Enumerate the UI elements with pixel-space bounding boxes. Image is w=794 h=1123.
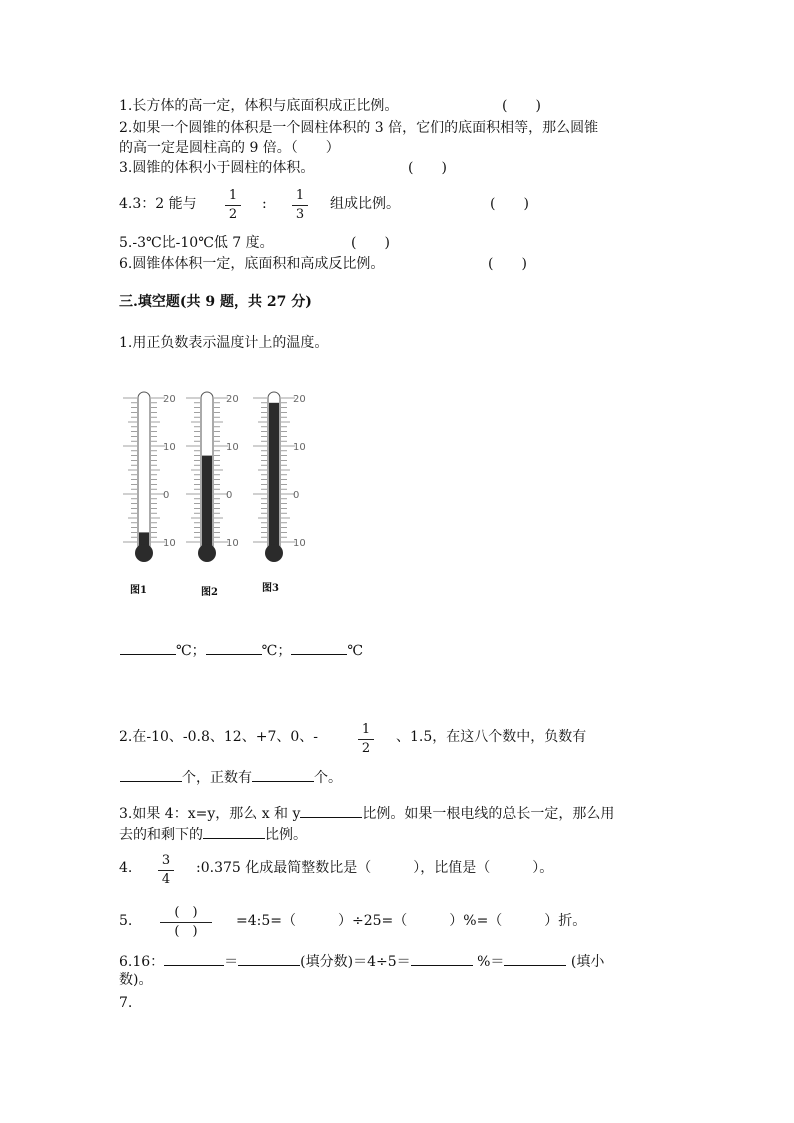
fill-q1-answers <box>120 640 363 661</box>
judge-q2-line1: 2.如果一个圆锥的体积是一个圆柱体积的 3 倍，它们的底面积相等，那么圆锥 <box>119 120 599 136</box>
fraction-numerator: 1 <box>292 188 308 206</box>
fill-q2-text-b: 个。 <box>314 770 342 786</box>
unit-label: ℃； <box>261 643 292 659</box>
scale-label: 10 <box>226 538 239 549</box>
judge-q1: 1.长方体的高一定，体积与底面积成正比例。 <box>119 98 399 114</box>
thermometer-tube <box>138 392 150 552</box>
fraction-denominator: 3 <box>295 207 305 222</box>
scale-label: 0 <box>293 490 300 501</box>
thermometer-bulb <box>265 544 283 562</box>
scale-label: 0 <box>163 490 170 501</box>
section-title: 三.填空题(共 9 题，共 27 分) <box>119 294 312 310</box>
fraction-denominator: 4 <box>161 872 171 887</box>
fill-q5-prefix: 5. <box>119 913 133 929</box>
answer-blank-q6-3[interactable] <box>411 951 473 966</box>
judge-q5: 5.-3℃比-10℃低 7 度。 <box>119 235 274 251</box>
fill-q3-text-b: 比例。如果一根电线的总长一定，那么用 <box>362 806 615 822</box>
judge-q4-fraction-2 <box>292 188 308 223</box>
unit-label: ℃ <box>347 643 364 659</box>
thermometer-bulb <box>135 544 153 562</box>
judge-q2-line2: 的高一定是圆柱高的 9 倍。（ ） <box>119 140 340 156</box>
fraction-numerator: 1 <box>358 722 374 740</box>
scale-label: 10 <box>163 538 176 549</box>
fraction-numerator: 1 <box>225 188 241 206</box>
fill-q2-prefix: 2.在-10、-0.8、12、+7、0、- <box>119 729 318 745</box>
fill-q6-text-a: 6.16： <box>119 954 165 970</box>
mercury-column <box>202 456 212 553</box>
figure-label-2: 图2 <box>201 587 218 598</box>
fill-q5-fraction <box>160 905 212 940</box>
fill-q3-text-d: 比例。 <box>265 827 307 843</box>
judge-q6: 6.圆锥体体积一定，底面积和高成反比例。 <box>119 256 385 272</box>
fill-q3-text-a: 3.如果 4：x=y，那么 x 和 y <box>119 806 301 822</box>
figure-label-3: 图3 <box>262 583 279 594</box>
fill-q6-text-b: ＝ <box>224 954 239 970</box>
judge-q4-answer-paren[interactable]: ( ) <box>490 196 529 212</box>
unit-label: ℃； <box>176 643 206 659</box>
fill-q4-text: :0.375 化成最简整数比是（ ），比值是（ ）。 <box>196 860 554 876</box>
scale-label: 20 <box>163 394 176 405</box>
fill-q6-line1 <box>119 951 604 972</box>
fill-q2-line2 <box>120 767 342 788</box>
fill-q2-suffix: 、1.5，在这八个数中，负数有 <box>396 729 587 745</box>
scale-label: 10 <box>163 442 176 453</box>
fill-q4-fraction <box>158 853 174 888</box>
scale-label: 0 <box>226 490 233 501</box>
scale-label: 10 <box>293 538 306 549</box>
judge-q1-answer-paren[interactable]: ( ) <box>502 98 541 114</box>
fill-q3-line2 <box>119 824 307 845</box>
answer-blank-positives[interactable] <box>252 767 314 782</box>
scale-label: 10 <box>293 442 306 453</box>
judge-q6-answer-paren[interactable]: ( ) <box>488 256 527 272</box>
fill-q6-text-e: (填小 <box>570 954 605 970</box>
fill-q1: 1.用正负数表示温度计上的温度。 <box>119 335 329 351</box>
fill-q4-prefix: 4. <box>119 860 133 876</box>
figure-label-1: 图1 <box>130 585 147 596</box>
fill-q3-line1 <box>119 803 614 824</box>
scale-label: 10 <box>226 442 239 453</box>
mercury-column <box>269 403 279 553</box>
judge-q3: 3.圆锥的体积小于圆柱的体积。 <box>119 160 315 176</box>
fill-q7: 7. <box>119 995 133 1011</box>
answer-blank-ratio-2[interactable] <box>203 824 265 839</box>
answer-blank-1[interactable] <box>120 640 176 655</box>
answer-blank-ratio-1[interactable] <box>300 803 362 818</box>
fill-q2-fraction <box>358 722 374 757</box>
judge-q3-answer-paren[interactable]: ( ) <box>408 160 447 176</box>
scale-label: 20 <box>293 394 306 405</box>
fill-q6-line2: 数)。 <box>119 972 153 988</box>
fraction-numerator[interactable]: ( ) <box>160 905 212 923</box>
answer-blank-q6-2[interactable] <box>238 951 300 966</box>
thermometer-bulb <box>198 544 216 562</box>
fraction-denominator: 2 <box>361 741 371 756</box>
answer-blank-negatives[interactable] <box>120 767 182 782</box>
fraction-denominator: 2 <box>228 207 238 222</box>
scale-label: 20 <box>226 394 239 405</box>
judge-q4-suffix: 组成比例。 <box>330 196 400 212</box>
answer-blank-q6-1[interactable] <box>164 951 224 966</box>
fraction-denominator[interactable]: ( ) <box>174 924 198 939</box>
fill-q2-text-a: 个，正数有 <box>182 770 252 786</box>
judge-q4-colon: : <box>262 196 267 212</box>
fill-q6-text-d: %＝ <box>477 954 505 970</box>
fill-q6-text-c: (填分数)＝4÷5＝ <box>300 954 411 970</box>
fill-q5-text: =4:5=（ ）÷25=（ ）%=（ ）折。 <box>236 913 587 929</box>
answer-blank-q6-4[interactable] <box>504 951 566 966</box>
answer-blank-3[interactable] <box>291 640 347 655</box>
judge-q4-fraction-1 <box>225 188 241 223</box>
fill-q3-text-c: 去的和剩下的 <box>119 827 203 843</box>
judge-q4-prefix: 4.3：2 能与 <box>119 196 197 212</box>
answer-blank-2[interactable] <box>206 640 262 655</box>
fraction-numerator: 3 <box>158 853 174 871</box>
thermometer-figure <box>120 386 330 576</box>
judge-q5-answer-paren[interactable]: ( ) <box>351 235 390 251</box>
